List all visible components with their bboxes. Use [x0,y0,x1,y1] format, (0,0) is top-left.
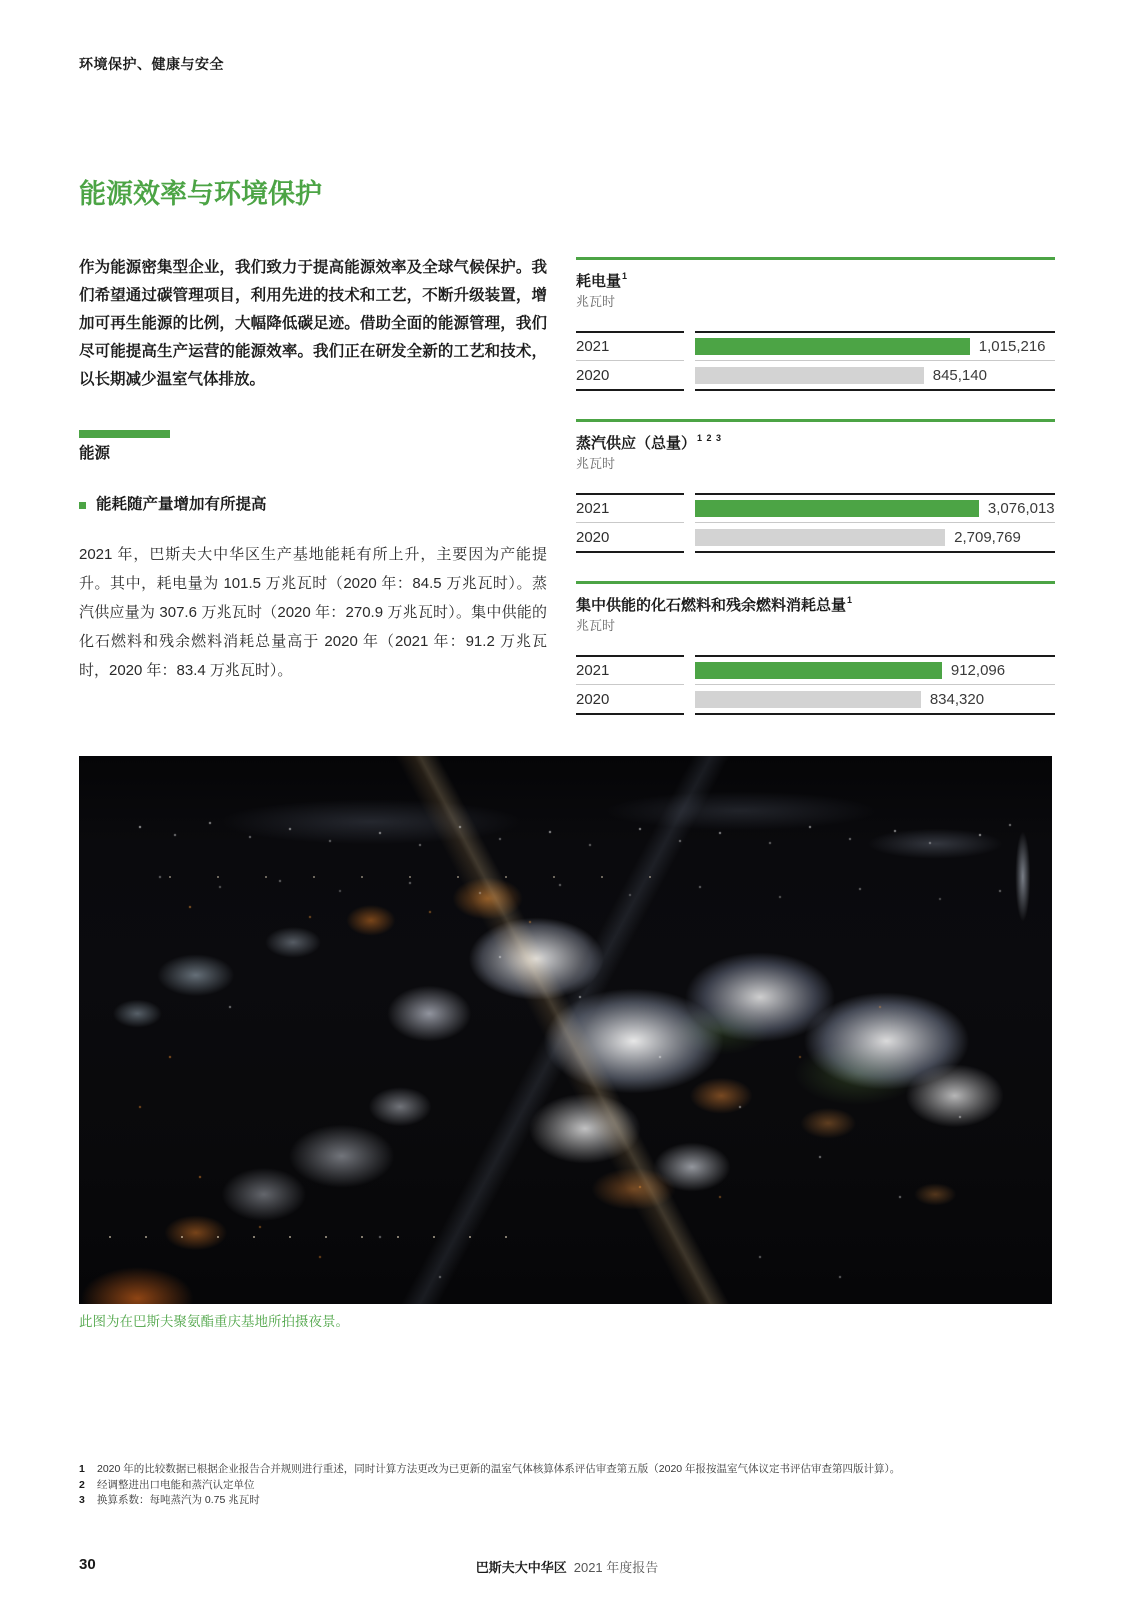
chart-title [576,268,1055,291]
text-column [79,254,547,713]
energy-subheading: 能耗随产量增加有所提高 [96,496,267,513]
chart-row-2021 [576,493,1055,522]
chart-table [576,493,1055,551]
footer-report-title: 2021 年度报告 [573,1559,659,1575]
footnote-3 [79,1493,1055,1509]
footnote-marker: 1 [79,1463,85,1475]
chart-title-text: 耗电量 [576,273,622,290]
chart-row-2021 [576,331,1055,360]
bar-value: 912,096 [950,662,1006,679]
energy-section-heading: 能源 [79,445,111,462]
energy-body-paragraph: 2021 年，巴斯夫大中华区生产基地能耗有所上升，主要因为产能提升。其中，耗电量为 101.5 万兆瓦时（2020 年：84.5 万兆瓦时）。蒸汽供应量为 307.6 万兆瓦时（2020 年：270.9 万兆瓦时）。集中供能的化石燃料和残余燃料消耗总量高于 2020 年（2021 年：91.2 万兆瓦时，2020 年：83.4 万兆瓦时）。 [79,546,547,679]
year-label: 2021 [576,493,684,522]
energy-subheading-row [79,496,547,514]
bar-value: 845,140 [932,366,987,384]
year-label: 2020 [576,522,684,551]
footnote-1 [79,1462,1055,1478]
chart-title [576,592,1055,615]
bar-value: 834,320 [929,690,985,708]
chart-table [576,655,1055,713]
chart-row-2020 [576,684,1055,713]
chart-unit: 兆瓦时 [576,294,616,309]
chart-fossil-residual-fuel [576,581,1055,713]
footnotes [79,1462,1055,1509]
section-eyebrow: 环境保护、健康与安全 [79,56,224,72]
chart-row-2020 [576,360,1055,389]
section-marker-bar [79,430,170,438]
footer-center [476,1557,659,1576]
footnote-text: 2020 年的比较数据已根据企业报告合并规则进行重述，同时计算方法更改为已更新的温室气体核算体系评估审查第五版（2020 年报按温室气体议定书评估审查第四版计算）。 [97,1463,901,1475]
bar-2021 [695,662,942,679]
footer-publication: 巴斯夫大中华区 [475,1559,567,1575]
chart-title-text: 蒸汽供应（总量） [576,435,697,452]
bar-value: 3,076,013 [987,500,1055,517]
footnote-2 [79,1478,1055,1494]
photo-light-dots [79,756,81,758]
bar-2020 [695,691,921,708]
chart-unit: 兆瓦时 [576,618,616,633]
chart-footnote-ref: 1 [622,271,629,281]
page-footer [79,1556,1055,1574]
page-title: 能源效率与环境保护 [79,179,322,209]
plant-night-photo [79,756,1052,1304]
chart-table [576,331,1055,389]
year-label: 2021 [576,331,684,360]
bar-value: 2,709,769 [954,528,1021,546]
year-label: 2020 [576,684,684,713]
chart-steam-supply [576,419,1055,551]
bar-value: 1,015,216 [978,338,1046,355]
footnote-text: 换算系数：每吨蒸汽为 0.75 兆瓦时 [97,1494,260,1506]
bar-2021 [695,500,979,517]
year-label: 2021 [576,655,684,684]
page-number: 30 [79,1555,96,1573]
footnote-marker: 2 [79,1478,85,1491]
chart-title-text: 集中供能的化石燃料和残余燃料消耗总量 [576,597,847,614]
chart-footnote-ref: 1 [847,595,854,605]
bullet-square-icon [79,502,86,509]
footnote-marker: 3 [79,1494,85,1506]
intro-paragraph: 作为能源密集型企业，我们致力于提高能源效率及全球气候保护。我们希望通过碳管理项目，利用先进的技术和工艺，不断升级装置，增加可再生能源的比例，大幅降低碳足迹。借助全面的能源管理，我们尽可能提高生产运营的能源效率。我们正在研发全新的工艺和技术，以长期减少温室气体排放。 [79,259,547,388]
charts-column [576,257,1055,713]
chart-row-2021 [576,655,1055,684]
photo-caption: 此图为在巴斯夫聚氨酯重庆基地所拍摄夜景。 [79,1314,349,1329]
bar-2020 [695,529,945,546]
footnote-text: 经调整进出口电能和蒸汽认定单位 [97,1478,255,1491]
bar-2021 [695,338,970,355]
chart-row-2020 [576,522,1055,551]
chart-electricity-consumption [576,257,1055,389]
chart-title [576,430,1055,453]
chart-footnote-ref: 1 2 3 [697,433,723,443]
year-label: 2020 [576,360,684,389]
bar-2020 [695,367,924,384]
two-column-layout [79,254,1055,713]
chart-unit: 兆瓦时 [576,456,616,471]
